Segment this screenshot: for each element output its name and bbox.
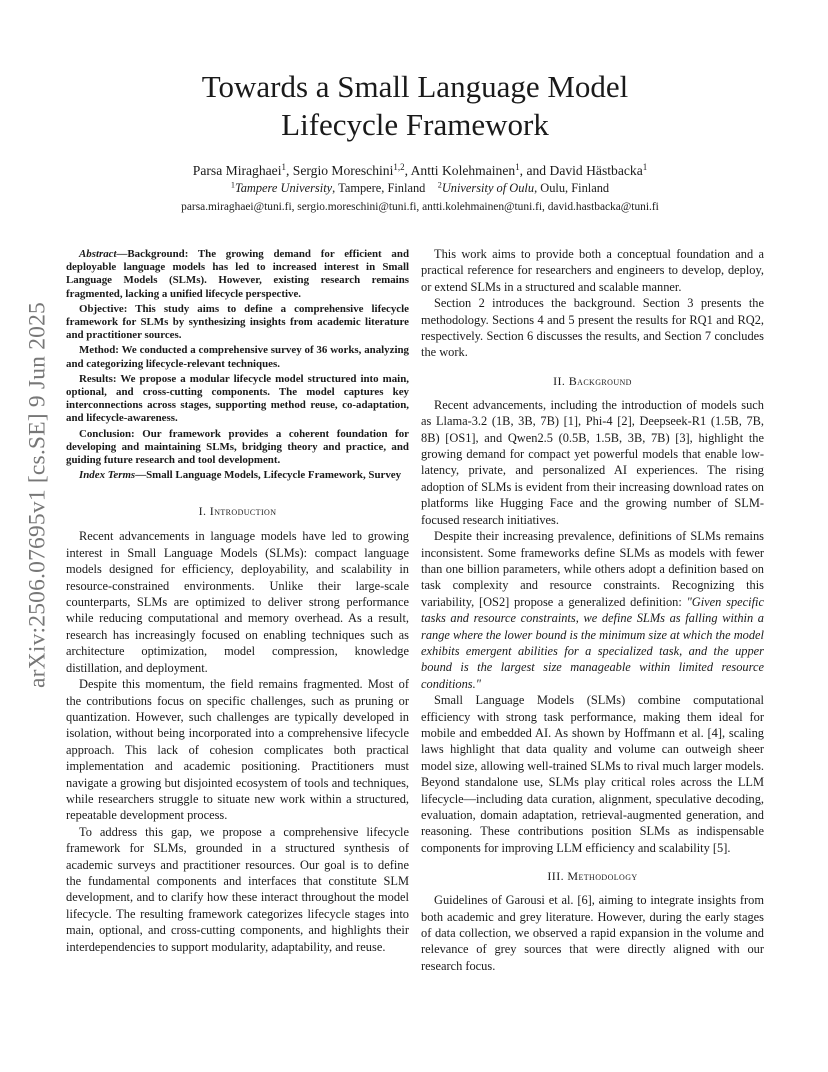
body-paragraph: Recent advancements, including the introduction of models such as Llama-3.2 (1B, 3B, 7B) [1], Phi-4 [2], Deepseek-R1 (1.5B, 7B, 8B) [OS1], and Qwen2.5 (0.5B, 1.5B, 3B, 7B) [3], highlight the growing demand for compact yet powerful models that enable low-latency, private, and personalized AI experiences. The rising adoption of SLMs is evident from their increasing download rates on platforms like Hugging Face and the growing number of SLM-focused research initiatives. [421,397,764,527]
left-column [66,248,409,955]
affiliation: $^1$Tampere University, Tampere, Finland [230,180,426,195]
abstract-paragraph: Objective: This study aims to define a comprehensive lifecycle framework for SLMs by synthesizing insights from academic literature and practitioner sources. [66,302,409,342]
section-heading-background: II. Background [553,373,632,388]
abstract [66,248,409,482]
arxiv-identifier-text: arXiv:2506.07695v1 [cs.SE] 9 Jun 2025 [24,302,51,688]
body-paragraph: Section 2 introduces the background. Section 3 presents the methodology. Sections 4 and 5 present the results for RQ1 and RQ2, respectively. Section 6 discusses the results, and Section 7 concludes the work. [421,296,764,360]
abstract-paragraph: Method: We conducted a comprehensive survey of 36 works, analyzing and categorizing lifecycle-relevant techniques. [66,344,409,370]
author-list: Parsa Miraghaei$^1$, Sergio Moreschini$^{1,2}$, Antti Kolehmainen$^1$, and David Hästbacka$^1$ [192,162,648,178]
title-line-1: Towards a Small Language Model [201,69,629,104]
affiliation: $^2$University of Oulu, Oulu, Finland [437,180,610,195]
abstract-paragraph: Abstract—Background: The growing demand for efficient and deployable language models has led to increased interest in Small Language Models (SLMs). However, existing research remains fragmented, lacking a unified lifecycle perspective. [66,248,409,300]
section-heading-introduction: I. Introduction [198,504,277,519]
title-line-2: Lifecycle Framework [281,107,549,142]
author: Sergio Moreschini$^{1,2}$ [292,162,405,178]
index-terms: Index Terms—Small Language Models, Lifecycle Framework, Survey [79,469,402,482]
body-paragraph: Recent advancements in language models have led to growing interest in Small Language Models (SLMs): compact language models designed for efficiency, deployability, and scalability in resource-constrained environments. Unlike their large-scale counterparts, SLMs are optimized to deliver strong performance while reducing computational and memory overhead. As a result, research has increasingly focused on enabling techniques such as architecture optimization, model compression, knowledge distillation, and deployment. [66,529,409,675]
body-paragraph: Despite their increasing prevalence, definitions of SLMs remains inconsistent. Some frameworks define SLMs as models with fewer than one billion parameters, while others adopt a definition based on task complexity and resource constraints. Recognizing this variability, [OS2] propose a generalized definition: "Given specific tasks and resource constraints, we define SLMs as falling within a range where the lower bound is the minimum size at which the model exhibits emergent abilities for a specialized task, and the upper bound is the largest size manageable within limited resource conditions." [421,529,764,691]
body-paragraph: This work aims to provide both a conceptual foundation and a practical reference for researchers and engineers to develop, deploy, or extend SLMs in a structured and scalable manner. [421,247,764,294]
author-emails: parsa.miraghaei@tuni.fi, sergio.moreschini@tuni.fi, antti.kolehmainen@tuni.fi, david.hastbacka@tuni.fi [181,201,659,213]
definition-quote: "Given specific tasks and resource constraints, we define SLMs as falling within a range where the lower bound is the minimum size at which the model exhibits emergent abilities for a specialized task, and the upper bound is the largest size manageable within limited resource conditions." [421,594,764,691]
section-heading-methodology: III. Methodology [547,869,638,884]
author: Antti Kolehmainen$^1$ [410,162,520,178]
author: Parsa Miraghaei$^1$ [192,162,286,178]
right-column [421,246,764,974]
body-paragraph: Despite this momentum, the field remains fragmented. Most of the contributions focus on specific challenges, such as pruning or quantization. However, such challenges are typically developed in isolation, without being incorporated into a comprehensive lifecycle approach. This lack of cohesion complicates both practical implementation and academic positioning. Practitioners must navigate a growing but disjointed ecosystem of tools and techniques, while researchers struggle to situate new work within a structured, repeatable development process. [66,677,409,823]
author: David Hästbacka$^1$ [549,162,648,178]
arxiv-identifier [14,302,62,688]
abstract-paragraph: Results: We propose a modular lifecycle model structured into main, optional, and cross-cutting components. The model captures key interconnections across stages, supporting method reuse, co-adaptation, and lifecycle-awareness. [66,372,409,425]
affiliations [90,180,750,197]
body-paragraph: Small Language Models (SLMs) combine computational efficiency with strong task performance, making them ideal for mobile and embedded AI. As shown by Hoffmann et al. [4], scaling laws highlight that data quality and volume can outweigh sheer model size, allowing well-trained SLMs to rival much larger models. Beyond standalone use, SLMs play critical roles across the LLM lifecycle—including data curation, alignment, speculative decoding, evaluation, domain adaptation, retrieval-augmented generation, and reasoning. These contributions position SLMs as indispensable components for improving LLM efficiency and scalability [5]. [421,693,764,855]
abstract-paragraph: Conclusion: Our framework provides a coherent foundation for developing and maintaining SLMs, bridging theory and practice, and guiding future research and tool development. [66,427,409,467]
body-paragraph: Guidelines of Garousi et al. [6], aiming to integrate insights from both academic and grey literature. However, during the early stages of data collection, we observed a rapid expansion in the volume and relevance of grey sources that were directly aligned with our research focus. [421,893,764,973]
paper-title [120,68,710,144]
body-paragraph: To address this gap, we propose a comprehensive lifecycle framework for SLMs, grounded in a structured synthesis of academic surveys and practitioner resources. Our goal is to define the fundamental components and interfaces that constitute SLM development, and to clarify how these interact throughout the model lifecycle. The resulting framework categorizes lifecycle stages into main, optional, and cross-cutting components, and highlights their interdependencies to support modularity, adaptability, and reuse. [66,824,409,954]
